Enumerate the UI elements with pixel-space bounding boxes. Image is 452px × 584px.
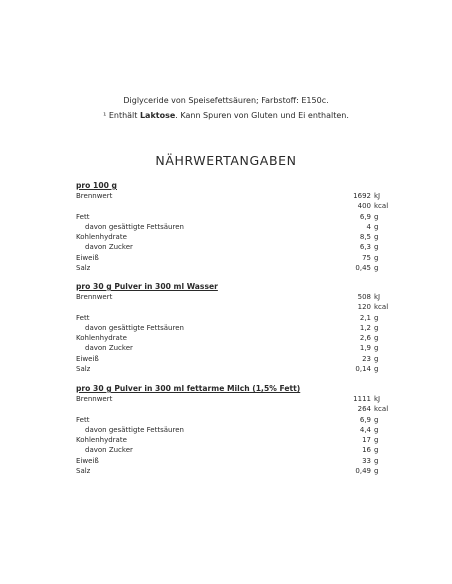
nutrient-row <box>76 253 386 263</box>
nutrient-row <box>76 232 386 242</box>
nutrient-value: 17 <box>362 436 371 445</box>
nutrient-label: Kohlenhydrate <box>76 233 127 242</box>
nutrient-value: 33 <box>362 456 371 465</box>
section-heading: pro 30 g Pulver in 300 ml fettarme Milch (1,5% Fett) <box>76 384 301 393</box>
nutrient-row <box>76 323 386 333</box>
nutrient-row <box>76 191 386 201</box>
nutrient-value: 2,1 <box>359 313 371 322</box>
nutrient-value: 1111 <box>353 395 371 403</box>
nutrient-unit: g <box>374 233 379 242</box>
nutrition-title: NÄHRWERTANGABEN <box>155 153 297 168</box>
nutrient-value: 1692 <box>353 192 371 200</box>
nutrient-label: Kohlenhydrate <box>76 334 127 343</box>
nutrient-label: davon Zucker <box>85 243 133 252</box>
nutrient-row <box>76 263 386 273</box>
nutrient-value: 508 <box>357 293 371 301</box>
nutrient-row <box>76 445 386 455</box>
nutrient-value: 1,9 <box>359 344 371 353</box>
nutrient-unit: g <box>374 467 379 476</box>
nutrient-row <box>76 343 386 353</box>
nutrient-value: 264 <box>357 405 371 414</box>
nutrient-unit: g <box>374 456 379 465</box>
nutrient-unit: kcal <box>374 303 389 312</box>
nutrient-label: Eiweiß <box>76 354 99 363</box>
nutrient-value: 6,9 <box>359 415 371 424</box>
nutrient-label: Salz <box>76 467 91 476</box>
nutrient-label: Salz <box>76 365 91 374</box>
nutrient-row <box>76 201 389 211</box>
nutrient-label: Eiweiß <box>76 253 99 262</box>
nutrient-unit: g <box>374 222 379 231</box>
nutrient-unit: kcal <box>374 405 389 414</box>
nutrition-section-water <box>76 282 389 374</box>
allergen-lactose: Laktose <box>139 111 176 120</box>
nutrient-row <box>76 354 386 364</box>
nutrient-row <box>76 404 389 414</box>
nutrient-unit: g <box>374 425 379 434</box>
nutrient-unit: g <box>374 334 379 343</box>
nutrient-row <box>76 212 386 222</box>
nutrient-unit: kJ <box>374 395 381 403</box>
nutrient-value: 0,45 <box>355 264 371 273</box>
nutrient-unit: g <box>374 264 379 273</box>
nutrient-label: Brennwert <box>76 293 113 301</box>
allergen-note <box>0 109 452 123</box>
nutrient-unit: g <box>374 323 379 332</box>
nutrient-label: davon gesättigte Fettsäuren <box>85 323 184 332</box>
nutrient-row <box>76 415 386 425</box>
nutrient-unit: g <box>374 253 379 262</box>
nutrient-row <box>76 364 386 374</box>
nutrient-row <box>76 394 386 404</box>
nutrient-row <box>76 333 386 343</box>
nutrient-value: 400 <box>357 202 371 211</box>
nutrient-unit: g <box>374 436 379 445</box>
nutrient-value: 4,4 <box>359 425 371 434</box>
nutrient-value: 0,49 <box>355 467 371 476</box>
nutrient-label: davon Zucker <box>85 446 133 455</box>
nutrient-label: Eiweiß <box>76 456 99 465</box>
nutrient-unit: kJ <box>374 192 381 200</box>
nutrient-label: davon gesättigte Fettsäuren <box>85 425 184 434</box>
allergen-note-prefix: ¹ Enthält <box>103 111 140 120</box>
section-heading: pro 100 g <box>76 181 117 190</box>
ingredients-line: Diglyceride von Speisefettsäuren; Farbstoff: E150c. <box>123 96 329 105</box>
nutrient-unit: g <box>374 313 379 322</box>
nutrient-unit: g <box>374 415 379 424</box>
nutrition-section-milk <box>76 384 389 476</box>
nutrient-row <box>76 456 386 466</box>
nutrient-value: 4 <box>366 222 371 231</box>
nutrient-label: Brennwert <box>76 192 113 200</box>
nutrient-unit: g <box>374 243 379 252</box>
nutrient-value: 0,14 <box>355 365 371 374</box>
nutrient-label: davon gesättigte Fettsäuren <box>85 222 184 231</box>
allergen-note-suffix: . Kann Spuren von Gluten und Ei enthalten. <box>175 111 349 120</box>
nutrient-value: 16 <box>362 446 371 455</box>
nutrient-unit: g <box>374 354 379 363</box>
nutrient-row <box>76 425 386 435</box>
nutrient-unit: g <box>374 212 379 221</box>
nutrient-row <box>76 466 386 476</box>
nutrient-row <box>76 242 386 252</box>
nutrient-row <box>76 222 386 232</box>
nutrient-value: 6,9 <box>359 212 371 221</box>
nutrition-section-per-100g <box>76 181 389 273</box>
nutrient-label: Fett <box>76 313 90 322</box>
nutrient-unit: kJ <box>374 293 381 301</box>
nutrient-row <box>76 302 389 312</box>
nutrient-unit: g <box>374 446 379 455</box>
nutrient-label: Brennwert <box>76 395 113 403</box>
nutrient-label: davon Zucker <box>85 344 133 353</box>
nutrient-label: Fett <box>76 415 90 424</box>
nutrient-row <box>76 292 386 302</box>
nutrient-value: 1,2 <box>359 323 371 332</box>
nutrient-value: 8,5 <box>359 233 371 242</box>
nutrient-row <box>76 435 386 445</box>
nutrient-label: Kohlenhydrate <box>76 436 127 445</box>
nutrient-label: Fett <box>76 212 90 221</box>
nutrient-label: Salz <box>76 264 91 273</box>
nutrient-value: 75 <box>362 253 371 262</box>
nutrient-value: 6,3 <box>359 243 371 252</box>
nutrient-row <box>76 313 386 323</box>
nutrient-unit: kcal <box>374 202 389 211</box>
nutrient-value: 2,6 <box>359 334 371 343</box>
section-heading: pro 30 g Pulver in 300 ml Wasser <box>76 282 218 291</box>
nutrient-value: 23 <box>362 354 371 363</box>
nutrient-unit: g <box>374 365 379 374</box>
nutrient-value: 120 <box>357 303 371 312</box>
nutrient-unit: g <box>374 344 379 353</box>
